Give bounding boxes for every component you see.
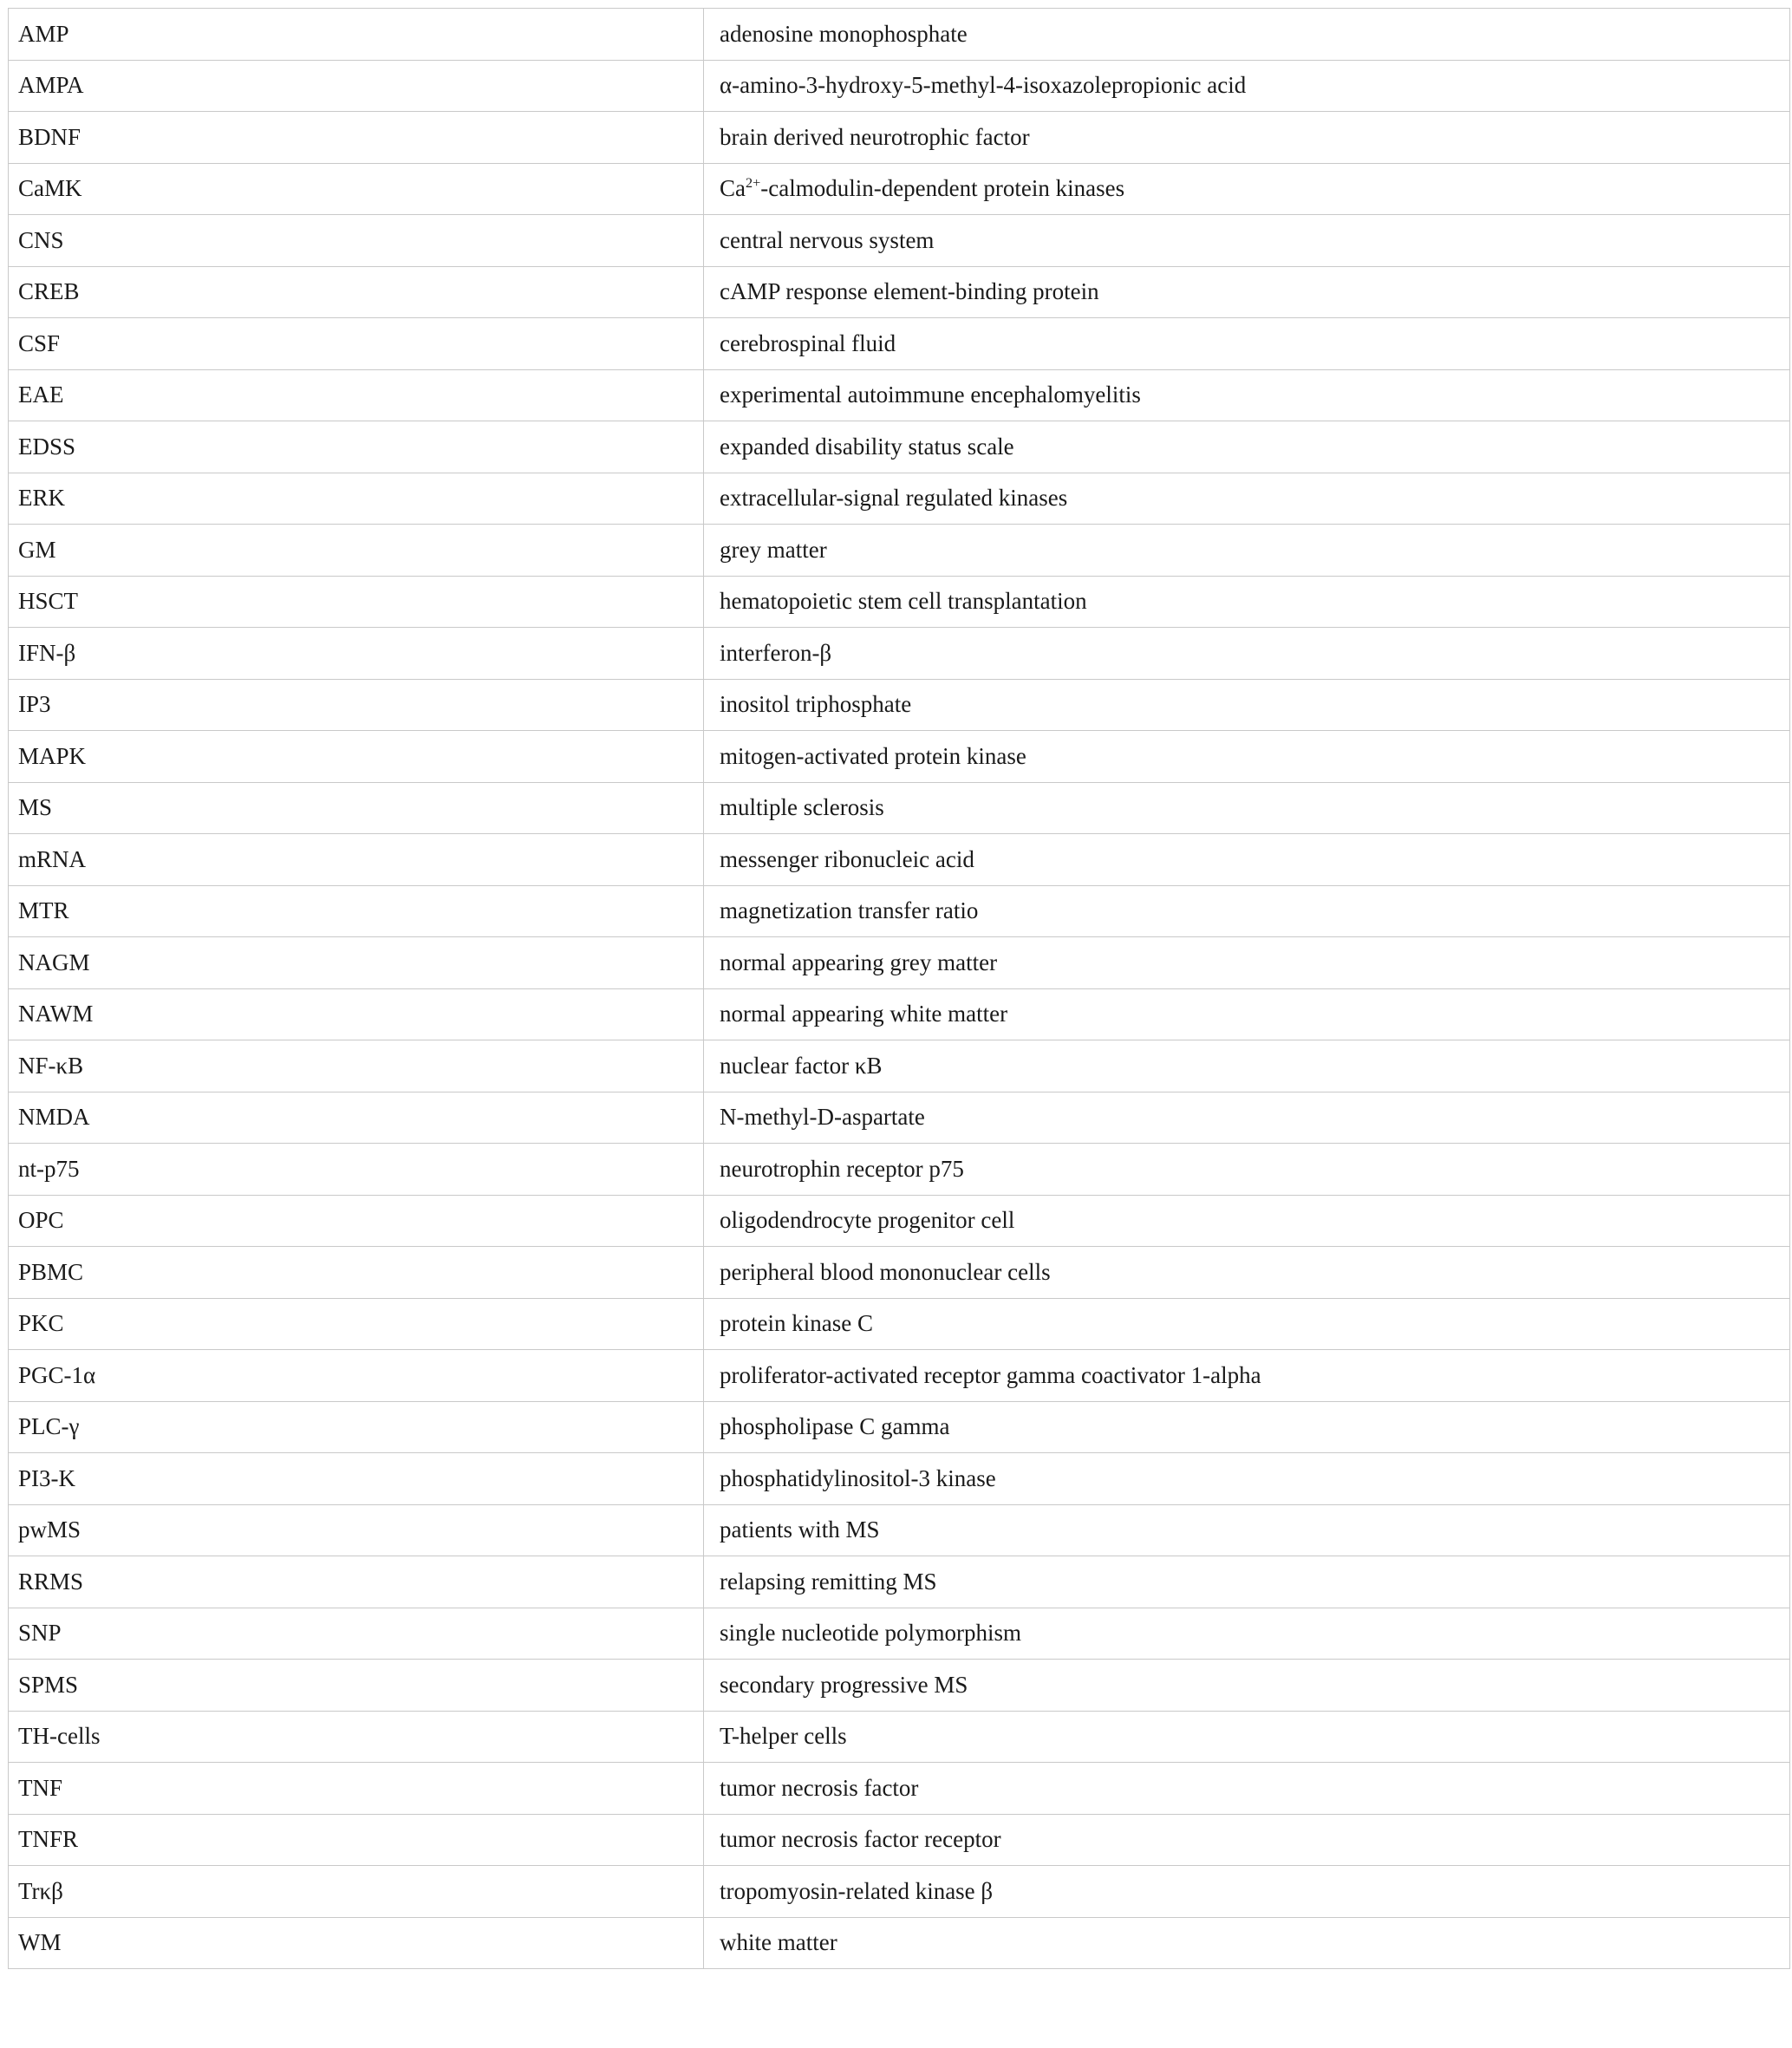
- table-row: [9, 1814, 1790, 1866]
- abbreviation-cell: mRNA: [9, 834, 704, 886]
- abbreviation-cell: PBMC: [9, 1247, 704, 1299]
- abbreviation-cell: EDSS: [9, 421, 704, 473]
- abbreviation-cell: ERK: [9, 473, 704, 525]
- abbreviation-cell: HSCT: [9, 576, 704, 628]
- abbreviation-cell: CNS: [9, 215, 704, 267]
- table-row: [9, 9, 1790, 61]
- definition-prefix: Ca: [720, 175, 746, 202]
- definition-cell: tumor necrosis factor receptor: [704, 1814, 1790, 1866]
- definition-cell: normal appearing white matter: [704, 988, 1790, 1040]
- table-row: [9, 1504, 1790, 1556]
- definition-cell: tropomyosin-related kinase β: [704, 1866, 1790, 1918]
- table-row: [9, 525, 1790, 577]
- table-row: [9, 1453, 1790, 1505]
- definition-cell: magnetization transfer ratio: [704, 885, 1790, 937]
- table-row: [9, 885, 1790, 937]
- abbreviation-cell: MTR: [9, 885, 704, 937]
- definition-cell: oligodendrocyte progenitor cell: [704, 1195, 1790, 1247]
- abbreviation-cell: SPMS: [9, 1660, 704, 1712]
- definition-cell: single nucleotide polymorphism: [704, 1608, 1790, 1660]
- abbreviation-cell: PKC: [9, 1298, 704, 1350]
- abbreviation-cell: NMDA: [9, 1092, 704, 1144]
- abbreviation-cell: TNF: [9, 1763, 704, 1815]
- abbreviation-cell: WM: [9, 1917, 704, 1969]
- abbreviation-cell: Trκβ: [9, 1866, 704, 1918]
- abbreviation-cell: SNP: [9, 1608, 704, 1660]
- definition-cell: α-amino-3-hydroxy-5-methyl-4-isoxazolepropionic acid: [704, 60, 1790, 112]
- definition-cell: mitogen-activated protein kinase: [704, 731, 1790, 783]
- table-row: [9, 1247, 1790, 1299]
- definition-cell: relapsing remitting MS: [704, 1556, 1790, 1608]
- abbreviation-cell: CaMK: [9, 163, 704, 215]
- definition-cell: nuclear factor κB: [704, 1040, 1790, 1092]
- definition-cell: white matter: [704, 1917, 1790, 1969]
- definition-cell: adenosine monophosphate: [704, 9, 1790, 61]
- abbreviation-cell: TH-cells: [9, 1711, 704, 1763]
- table-row: [9, 1608, 1790, 1660]
- abbreviation-cell: PLC-γ: [9, 1401, 704, 1453]
- definition-cell: proliferator-activated receptor gamma coactivator 1-alpha: [704, 1350, 1790, 1402]
- abbreviation-cell: nt-p75: [9, 1144, 704, 1196]
- table-row: [9, 369, 1790, 421]
- definition-cell: extracellular-signal regulated kinases: [704, 473, 1790, 525]
- abbreviations-table: [8, 8, 1790, 1969]
- abbreviation-cell: IFN-β: [9, 628, 704, 680]
- definition-cell: T-helper cells: [704, 1711, 1790, 1763]
- table-row: [9, 163, 1790, 215]
- abbreviation-cell: IP3: [9, 679, 704, 731]
- table-row: [9, 1711, 1790, 1763]
- definition-cell: phosphatidylinositol-3 kinase: [704, 1453, 1790, 1505]
- table-row: [9, 628, 1790, 680]
- abbreviation-cell: GM: [9, 525, 704, 577]
- table-row: [9, 834, 1790, 886]
- table-row: [9, 988, 1790, 1040]
- abbreviation-cell: NAGM: [9, 937, 704, 989]
- definition-cell: interferon-β: [704, 628, 1790, 680]
- table-row: [9, 421, 1790, 473]
- definition-cell: patients with MS: [704, 1504, 1790, 1556]
- table-row: [9, 937, 1790, 989]
- definition-superscript: 2+: [746, 175, 761, 192]
- abbreviation-cell: EAE: [9, 369, 704, 421]
- table-row: [9, 782, 1790, 834]
- table-row: [9, 1092, 1790, 1144]
- table-row: [9, 679, 1790, 731]
- table-row: [9, 1144, 1790, 1196]
- abbreviation-cell: CREB: [9, 266, 704, 318]
- abbreviation-cell: MAPK: [9, 731, 704, 783]
- definition-cell: multiple sclerosis: [704, 782, 1790, 834]
- abbreviation-cell: PGC-1α: [9, 1350, 704, 1402]
- table-row: [9, 266, 1790, 318]
- definition-cell: central nervous system: [704, 215, 1790, 267]
- definition-cell: protein kinase C: [704, 1298, 1790, 1350]
- definition-cell: messenger ribonucleic acid: [704, 834, 1790, 886]
- abbreviation-cell: AMPA: [9, 60, 704, 112]
- table-row: [9, 1763, 1790, 1815]
- definition-cell: neurotrophin receptor p75: [704, 1144, 1790, 1196]
- definition-cell: brain derived neurotrophic factor: [704, 112, 1790, 164]
- abbreviation-cell: RRMS: [9, 1556, 704, 1608]
- table-row: [9, 60, 1790, 112]
- definition-cell: N-methyl-D-aspartate: [704, 1092, 1790, 1144]
- abbreviations-table-body: [9, 9, 1790, 1969]
- definition-cell: secondary progressive MS: [704, 1660, 1790, 1712]
- abbreviation-cell: AMP: [9, 9, 704, 61]
- abbreviation-cell: CSF: [9, 318, 704, 370]
- table-row: [9, 731, 1790, 783]
- definition-cell: hematopoietic stem cell transplantation: [704, 576, 1790, 628]
- table-row: [9, 1040, 1790, 1092]
- definition-cell: cAMP response element-binding protein: [704, 266, 1790, 318]
- definition-cell: phospholipase C gamma: [704, 1401, 1790, 1453]
- table-row: [9, 1866, 1790, 1918]
- abbreviation-cell: OPC: [9, 1195, 704, 1247]
- table-row: [9, 1556, 1790, 1608]
- definition-cell: [704, 163, 1790, 215]
- table-row: [9, 215, 1790, 267]
- definition-cell: experimental autoimmune encephalomyelitis: [704, 369, 1790, 421]
- definition-cell: grey matter: [704, 525, 1790, 577]
- definition-suffix: -calmodulin-dependent protein kinases: [760, 175, 1125, 202]
- definition-cell: inositol triphosphate: [704, 679, 1790, 731]
- table-row: [9, 473, 1790, 525]
- table-row: [9, 1195, 1790, 1247]
- definition-cell: normal appearing grey matter: [704, 937, 1790, 989]
- definition-cell: tumor necrosis factor: [704, 1763, 1790, 1815]
- definition-cell: peripheral blood mononuclear cells: [704, 1247, 1790, 1299]
- table-row: [9, 576, 1790, 628]
- abbreviation-cell: NAWM: [9, 988, 704, 1040]
- table-row: [9, 318, 1790, 370]
- table-row: [9, 112, 1790, 164]
- abbreviation-cell: PI3-K: [9, 1453, 704, 1505]
- table-row: [9, 1917, 1790, 1969]
- table-row: [9, 1350, 1790, 1402]
- abbreviation-cell: TNFR: [9, 1814, 704, 1866]
- abbreviation-cell: MS: [9, 782, 704, 834]
- definition-cell: expanded disability status scale: [704, 421, 1790, 473]
- abbreviation-cell: NF-κB: [9, 1040, 704, 1092]
- definition-cell: cerebrospinal fluid: [704, 318, 1790, 370]
- table-row: [9, 1401, 1790, 1453]
- abbreviation-cell: BDNF: [9, 112, 704, 164]
- table-row: [9, 1660, 1790, 1712]
- abbreviation-cell: pwMS: [9, 1504, 704, 1556]
- table-row: [9, 1298, 1790, 1350]
